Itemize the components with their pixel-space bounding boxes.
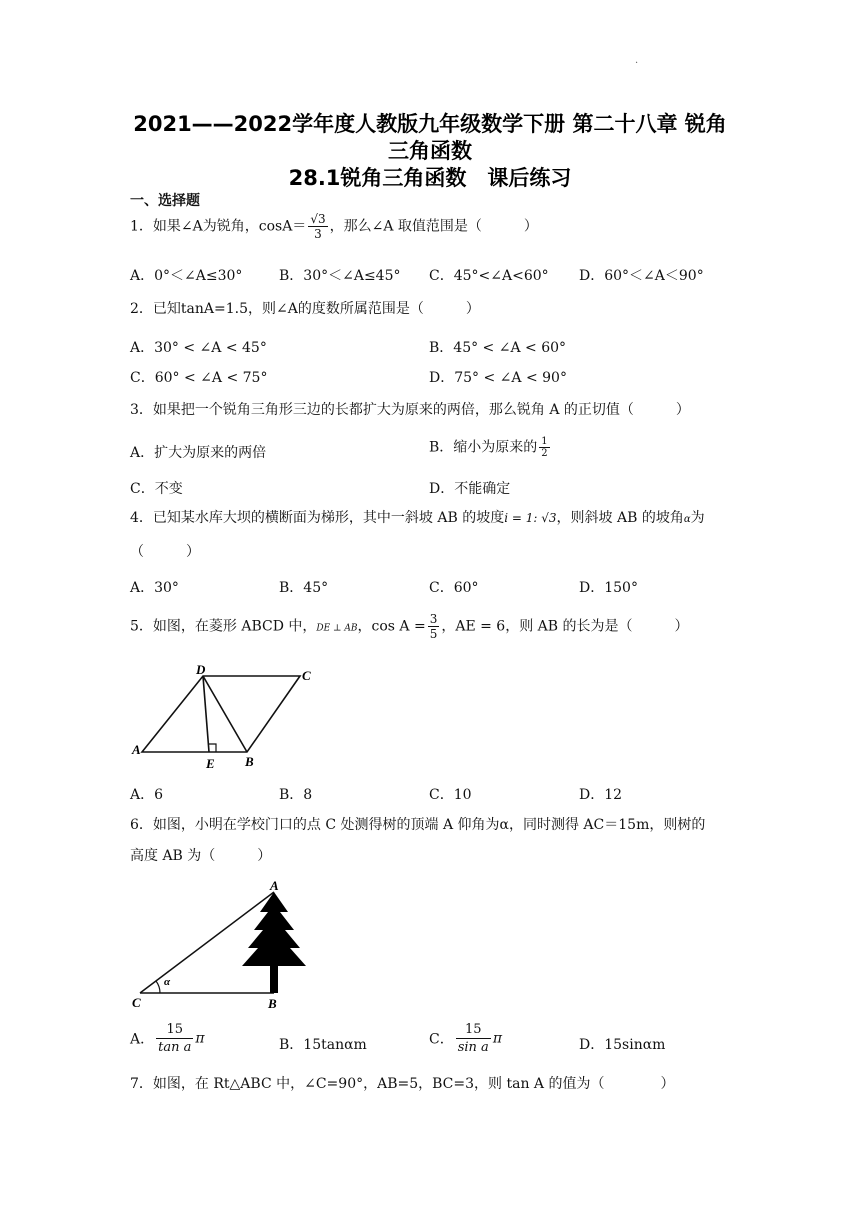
q4-option-a[interactable]: A．30° <box>130 580 179 596</box>
tree-icon <box>242 892 306 993</box>
altitude-de <box>203 676 209 752</box>
question-6-stem-line1: 6．如图，小明在学校门口的点 C 处测得树的顶端 A 仰角为α，同时测得 AC＝15m，则树的 <box>130 817 706 833</box>
label-e: E <box>206 756 215 771</box>
q5-option-d[interactable]: D．12 <box>579 787 623 803</box>
angle-arc <box>156 981 160 993</box>
q4-stem-c: 为 <box>690 510 705 526</box>
q6-a-num: 15 <box>156 1021 193 1039</box>
rhombus-outline <box>142 676 300 752</box>
q1-option-c[interactable]: C．45°<∠A<60° <box>429 268 549 284</box>
section-heading: 一、选择题 <box>130 193 200 209</box>
q4-stem-b: ，则斜坡 AB 的坡角 <box>556 510 684 526</box>
q1-frac-den: 3 <box>314 227 322 241</box>
q5-option-b[interactable]: B．8 <box>279 787 313 803</box>
label-c: C <box>132 995 141 1010</box>
q1-stem-b: ，那么∠A 取值范围是（ ） <box>329 218 538 235</box>
q6-a-fraction <box>156 1021 193 1056</box>
question-5-stem <box>130 612 689 641</box>
q3-option-b[interactable] <box>429 436 552 459</box>
question-7-stem: 7．如图，在 Rt△ABC 中，∠C=90°，AB=5，BC=3，则 tan A 的值为（ ） <box>130 1076 675 1092</box>
q2-option-a[interactable]: A．30° < ∠A < 45° <box>130 340 267 356</box>
title-line-1: 2021——2022学年度人教版九年级数学下册 第二十八章 锐角 <box>133 112 727 136</box>
q1-fraction <box>308 212 327 241</box>
q5-stem-c: ，AE = 6，则 AB 的长为是（ ） <box>441 618 689 635</box>
title-line-2: 三角函数 <box>388 139 472 163</box>
label-b: B <box>245 754 254 769</box>
q1-option-a[interactable]: A．0°＜∠A≤30° <box>130 268 243 284</box>
q6-option-d[interactable]: D．15sinαm <box>579 1037 666 1053</box>
q6-option-a[interactable] <box>130 1021 205 1056</box>
q1-stem-a: 1．如果∠A为锐角，cosA＝ <box>130 218 307 235</box>
title-line-3: 28.1锐角三角函数 课后练习 <box>288 166 572 190</box>
q6-c-suffix: π <box>492 1030 503 1047</box>
q2-option-b[interactable]: B．45° < ∠A < 60° <box>429 340 567 356</box>
q4-option-b[interactable]: B．45° <box>279 580 329 596</box>
question-6-stem-line2: 高度 AB 为（ ） <box>130 848 272 864</box>
q4-option-d[interactable]: D．150° <box>579 580 638 596</box>
label-c: C <box>302 668 311 683</box>
q5-frac-den: 5 <box>429 627 438 641</box>
question-4-stem <box>130 507 705 527</box>
q1-option-d[interactable]: D．60°＜∠A＜90° <box>579 268 704 284</box>
q2-option-d[interactable]: D．75° < ∠A < 90° <box>429 370 567 386</box>
q6-c-prefix: C． <box>429 1031 454 1048</box>
corner-dot: · <box>635 58 639 69</box>
q4-option-c[interactable]: C．60° <box>429 580 479 596</box>
q4-slope: i = 1: √3 <box>504 511 557 525</box>
q5-fraction <box>428 612 440 641</box>
right-angle-mark <box>209 744 216 752</box>
q3-option-b-text: B．缩小为原来的 <box>429 439 538 456</box>
q6-a-suffix: π <box>195 1030 205 1047</box>
label-a: A <box>132 742 141 757</box>
diagonal-db <box>203 676 247 752</box>
q3-frac-num: 1 <box>541 436 548 447</box>
q5-frac-num: 3 <box>429 612 438 626</box>
q3-option-b-fraction <box>539 436 549 459</box>
q5-option-a[interactable]: A．6 <box>130 787 164 803</box>
label-a: A <box>270 878 279 893</box>
label-alpha: α <box>164 976 171 988</box>
q6-c-fraction <box>456 1021 491 1056</box>
question-4-stem-line2: （ ） <box>130 544 200 560</box>
q5-option-c[interactable]: C．10 <box>429 787 472 803</box>
q3-frac-den: 2 <box>541 448 548 459</box>
q3-option-a[interactable]: A．扩大为原来的两倍 <box>130 445 267 461</box>
q6-c-den: sin a <box>457 1040 489 1055</box>
q4-alpha: α <box>683 514 691 525</box>
q6-option-c[interactable] <box>429 1021 502 1056</box>
q6-a-den: tan a <box>158 1040 192 1055</box>
q1-frac-num: √3 <box>310 212 326 226</box>
q6-c-num: 15 <box>456 1021 491 1039</box>
q5-perp: DE ⊥ AB <box>316 623 358 634</box>
q4-stem-a: 4．已知某水库大坝的横断面为梯形，其中一斜坡 AB 的坡度 <box>130 510 505 526</box>
question-2-stem: 2．已知tanA=1.5，则∠A的度数所属范围是（ ） <box>130 301 480 317</box>
q2-option-c[interactable]: C．60° < ∠A < 75° <box>130 370 268 386</box>
q3-option-c[interactable]: C．不变 <box>130 481 183 497</box>
question-1-stem <box>130 212 538 241</box>
tree-figure <box>130 878 330 1010</box>
q5-stem-a: 5．如图，在菱形 ABCD 中， <box>130 618 317 635</box>
label-b: B <box>268 996 277 1010</box>
q6-option-b[interactable]: B．15tanαm <box>279 1037 367 1053</box>
q5-stem-b: ，cos A = <box>357 618 426 635</box>
label-d: D <box>196 662 206 677</box>
q6-a-prefix: A． <box>130 1031 155 1048</box>
q1-option-b[interactable]: B．30°＜∠A≤45° <box>279 268 401 284</box>
rhombus-figure <box>130 660 330 772</box>
q3-option-d[interactable]: D．不能确定 <box>429 481 511 497</box>
question-3-stem: 3．如果把一个锐角三角形三边的长都扩大为原来的两倍，那么锐角 A 的正切值（ ） <box>130 402 690 418</box>
